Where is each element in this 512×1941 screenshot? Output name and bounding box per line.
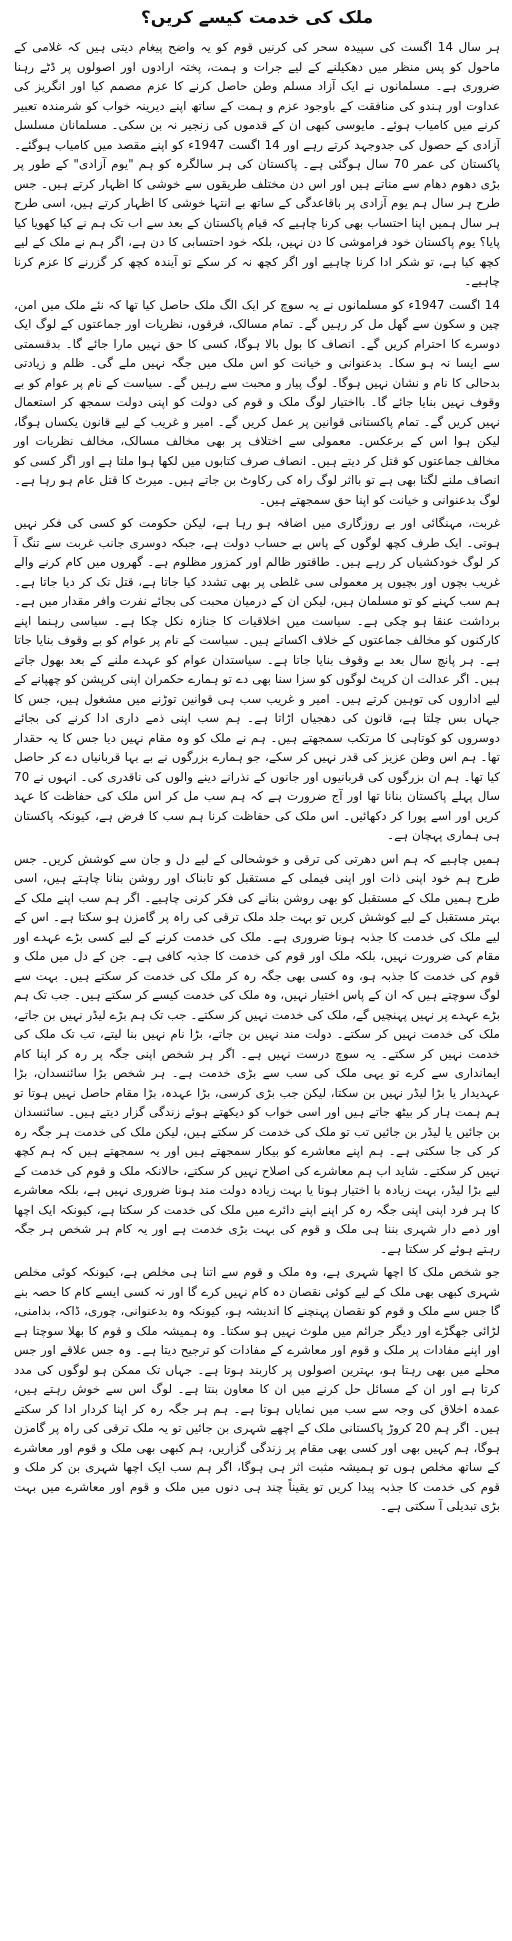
article-paragraph: غربت، مہنگائی اور بے روزگاری میں اضافہ ہو رہا ہے، لیکن حکومت کو کسی کی فکر نہیں ہوتی۔ ایک طرف کچھ لوگوں کے پاس بے حساب دولت ہے، جبکہ دوسری جانب غربت سے تنگ آ کر لوگ خودکشیاں کر رہے ہیں۔ طاقتور ظالم اور کمزور مظلوم ہے۔ گھروں میں کام کرنے والے غریب بچوں اور بچیوں پر معمولی سی غلطی پر بھی تشدد کیا جاتا ہے، قتل تک کر دیا جاتا ہے۔ ہم سب کہنے کو تو مسلمان ہیں، لیکن ان کے درمیان محبت کی بجائے نفرت وافر مقدار میں ہے۔ برداشت عنقا ہو چکی ہے۔ سیاست میں اخلاقیات کا جنازہ نکل چکا ہے۔ سیاسی رہنما اپنے کارکنوں کو مخالف جماعتوں کے خلاف اکساتے ہیں۔ سیاست کے نام پر عوام کو بے وقوف بنایا جاتا ہے۔ ہر پانچ سال بعد بے وقوف بنایا جاتا ہے۔ سیاستدان عوام کو عہدے ملنے کے بعد بھول جاتے ہیں۔ اگر عدالت ان کرپٹ لوگوں کو سزا سنا بھی دے تو ہمارے حکمران اپنی کرپشن کو چھپانے کے لیے اداروں کی توہین کرتے ہیں۔ امیر و غریب سب ہی قوانین توڑنے میں مشغول ہیں، جس کا جہاں بس چلتا ہے، قانون کی دھجیاں اڑاتا ہے۔ ہم سب اپنی ذمے داری ادا کرنے کی بجائے دوسروں کو کوتاہی کا مرتکب سمجھتے ہیں۔ ہم نے ملک کو وہ مقام نہیں دیا جس کا یہ حقدار تھا۔ ہم اس وطن عزیز کی قدر نہیں کر سکے، جو ہمارے بزرگوں نے بے بہا قربانیاں دے کر حاصل کیا تھا۔ ہم ان بزرگوں کی قربانیوں اور جانوں کے نذرانے دینے والوں کی ناقدری کی۔ انہوں نے 70 سال پہلے پاکستان بنانا تھا اور آج ضرورت ہے کہ ہم سب مل کر اس ملک کی حفاظت کا عہد کریں اور اسے پورا کر دکھائیں۔ اس ملک کی حفاظت کرنا ہم سب کا فرض ہے، کیونکہ پاکستان ہی ہماری پہچان ہے۔ (14, 516, 500, 842)
article-paragraph: جو شخص ملک کا اچھا شہری ہے، وہ ملک و قوم سے اتنا ہی مخلص ہے، کیونکہ کوئی مخلص شہری کبھی بھی ملک کے لیے کوئی نقصان دہ کام نہیں کرے گا اور نہ کسی ایسے کام کا حصہ بنے گا جس سے ملک و قوم کو نقصان پہنچنے کا اندیشہ ہو، کیونکہ وہ بدعنوانی، چوری، ڈاکہ، بدامنی، لڑائی جھگڑے اور دیگر جرائم میں ملوث نہیں ہو سکتا۔ وہ ہمیشہ ملک و قوم کا بھلا سوچتا ہے اور اپنے مفادات پر ملک و قوم اور معاشرے کے مفادات کو ترجیح دیتا ہے۔ وہ جس علاقے اور جس محلے میں بھی رہتا ہو، بہترین اصولوں پر کاربند ہوتا ہے۔ جہاں تک ممکن ہو لوگوں کی مدد کرتا ہے اور ان کے مسائل حل کرنے میں ان کا معاون بنتا ہے۔ لوگ اس سے خوش رہتے ہیں، عمدہ اخلاق کی وجہ سے سب میں نمایاں ہوتا ہے۔ ہم ہر جگہ رہ کر اپنا کردار ادا کر سکتے ہیں۔ اگر ہم 20 کروڑ پاکستانی ملک کے اچھے شہری بن جائیں تو یہ ملک ترقی کی راہ پر گامزن ہوگا، ہم کہیں بھی اور کسی بھی مقام پر زندگی گزاریں، ہم کبھی بھی ملک و قوم اور معاشرے کے ساتھ مخلص ہوں تو ہمیشہ مثبت اثر ہی ہوگا، اگر ہم سب ایک اچھا شہری بن کر ملک و قوم کی خدمت کا جذبہ پیدا کریں تو یقیناً چند ہی دنوں میں ملک و قوم اور معاشرے میں بہت بڑی تبدیلی آ سکتی ہے۔ (14, 1265, 501, 1513)
article-paragraph: ہمیں چاہیے کہ ہم اس دھرتی کی ترقی و خوشحالی کے لیے دل و جان سے کوشش کریں۔ جس طرح ہم خود اپنی ذات اور اپنی فیملی کے مستقبل کو تابناک اور روشن بنانا چاہتے ہیں، اسی طرح ہمیں ملک کے مستقبل کو بھی روشن بنانے کی فکر کرنی چاہیے۔ اگر ہم سب اپنے ملک کے بہتر مستقبل کے لیے کوشش کریں تو بہت جلد ملک ترقی کی راہ پر گامزن ہو سکتا ہے۔ اس کے لیے ملک کی خدمت کا جذبہ ہونا ضروری ہے۔ ملک کی خدمت کرنے کے لیے کسی بڑے عہدے اور مقام کی ضرورت نہیں، بلکہ ملک اور قوم کی خدمت کا جذبہ کافی ہے۔ جن کے دل میں ملک و قوم کی خدمت کا جذبہ ہو، وہ کسی بھی جگہ رہ کر ملک کی خدمت کر سکتے ہیں۔ بہت سے لوگ سوچتے ہیں کہ ان کے پاس اختیار نہیں، وہ ملک کی خدمت کیسے کر سکتے ہیں۔ جب تک ہم بڑے عہدے پر نہیں پہنچیں گے، ملک کی خدمت نہیں کر سکتے۔ جب تک ہم بڑے لیڈر نہیں بن جاتے، ملک کی خدمت نہیں کر سکتے۔ دولت مند نہیں بن جاتے، بڑا نام نہیں بنا لیتے، تب تک ملک کی خدمت نہیں کر سکتے۔ یہ سوچ درست نہیں ہے۔ اگر ہر شخص اپنی جگہ پر رہ کر اپنا کام ایمانداری سے کرے تو یہی ملک کی سب سے بڑی خدمت ہے۔ ہر شخص بڑا سائنسدان، بڑا عہدیدار یا بڑا لیڈر نہیں بن سکتا، لیکن جب بڑی کرسی، بڑا عہدہ، بڑا مقام حاصل نہیں ہوتا تو ہم ہمت ہار کر بیٹھ جاتے ہیں اور اسی خواب کو دیکھتے ہوئے زندگی گزار دیتے ہیں۔ سائنسدان بن جائیں یا لیڈر بن جائیں تب تو ملک کی خدمت کر سکتے ہیں، لیکن ملک کی خدمت ہر جگہ رہ کر کی جا سکتی ہے۔ ہم اپنے معاشرے کو بیکار سمجھتے ہیں اور یہ سمجھتے ہیں کہ ہم کچھ نہیں کر سکتے۔ شاید اب ہم معاشرے کی اصلاح نہیں کر سکتے، حالانکہ ملک و قوم کی خدمت کے لیے بڑا لیڈر، بہت زیادہ با اختیار ہونا یا بہت زیادہ دولت مند ہونا ضروری نہیں ہے، بلکہ معاشرے کا ہر فرد اپنی اپنی جگہ رہ کر اپنے اپنے دائرے میں ملک کی خدمت کر سکتا ہے، کیونکہ ایک اچھا اور ذمے دار شہری بننا ہی ملک و قوم کی بہت بڑی خدمت ہے اور یہ کام ہر شخص ہر جگہ رہتے ہوئے کر سکتا ہے۔ (14, 851, 500, 1256)
article-paragraph: 14 اگست 1947ء کو مسلمانوں نے یہ سوچ کر ایک الگ ملک حاصل کیا تھا کہ نئے ملک میں امن، چین و سکون سے گھل مل کر رہیں گے۔ تمام مسالک، فرقوں، نظریات اور جماعتوں کے لوگ ایک دوسرے کا احترام کریں گے۔ انصاف کا بول بالا ہوگا، کسی کا حق نہیں مارا جائے گا۔ بدقسمتی سے ایسا نہ ہو سکا۔ بدعنوانی و خیانت کو اس ملک میں جگہ نہیں ملے گی۔ ظلم و زیادتی بدحالی کا نام و نشان نہیں ہوگا۔ لوگ پیار و محبت سے رہیں گے۔ سیاست کے نام پر عوام کو بے وقوف نہیں بنایا جائے گا۔ بااختیار لوگ ملک و قوم کی دولت کو اپنی دولت سمجھ کر استعمال نہیں کریں گے۔ تمام پاکستانی قوانین پر عمل کریں گے۔ امیر و غریب کے لیے قانون یکساں ہوگا، لیکن ہوا اس کے برعکس۔ معمولی سے اختلاف پر بھی مخالف مسالک، مخالف نظریات اور مخالف جماعتوں کو قتل کر دیتے ہیں۔ انصاف صرف کتابوں میں لکھا ہوا ملتا ہے اور اگر کسی کو انصاف ملنے لگتا بھی ہے تو بااثر لوگ راہ کی رکاوٹ بن جاتے ہیں۔ میرٹ کا قتل عام ہو رہا ہے۔ لوگ بدعنوانی و خیانت کو اپنا حق سمجھتے ہیں۔ (14, 297, 500, 507)
article-title: ملک کی خدمت کیسے کریں؟ (140, 8, 374, 28)
article-paragraph: ہر سال 14 اگست کی سپیدہ سحر کی کرنیں قوم کو یہ واضح پیغام دیتی ہیں کہ غلامی کے ماحول کو پس منظر میں دھکیلنے کے لیے جرات و ہمت، پختہ ارادوں اور اصولوں پر ڈٹے رہنا ضروری ہے۔ مسلمانوں نے ایک آزاد مسلم وطن حاصل کرنے کا عزم مصمم کیا اور انگریز کی عداوت اور ہندو کی منافقت کے باوجود عزم و ہمت کے ساتھ اپنے دیرینہ خواب کو شرمندہ تعبیر کرنے میں کامیاب ہوئے۔ مایوسی کبھی ان کے قدموں کی زنجیر نہ بن سکی۔ مسلمانان مسلسل آزادی کے حصول کی جدوجہد کرتے رہے اور 14 اگست 1947ء کو اپنے مقصد میں کامیاب ہوگئے۔ پاکستان کی عمر 70 سال ہوگئی ہے۔ پاکستان کی ہر سالگرہ کو ہم "یوم آزادی" کے طور پر بڑی دھوم دھام سے مناتے ہیں اور اس دن مختلف طریقوں سے خوشی کا اظہار کرتے ہیں۔ جس طرح ہر سال ہم یوم آزادی پر باقاعدگی کے ساتھ بے انتہا خوشی کا اظہار کرتے ہیں، اسی طرح ہر سال ہمیں اپنا احتساب بھی کرنا چاہیے کہ قیام پاکستان کے بعد سے اب تک ہم نے کیا کھویا کیا پایا؟ یوم پاکستان خود فراموشی کا دن نہیں، بلکہ خود احتسابی کا دن ہے، اگر ہم نے ملک کے لیے کچھ کیا ہے، تو شکر ادا کرنا چاہیے اور اگر کچھ نہ کر سکے تو آیندہ کچھ کر گزرنے کا عزم کرنا چاہیے۔ (14, 40, 500, 288)
article-body (14, 38, 500, 1517)
